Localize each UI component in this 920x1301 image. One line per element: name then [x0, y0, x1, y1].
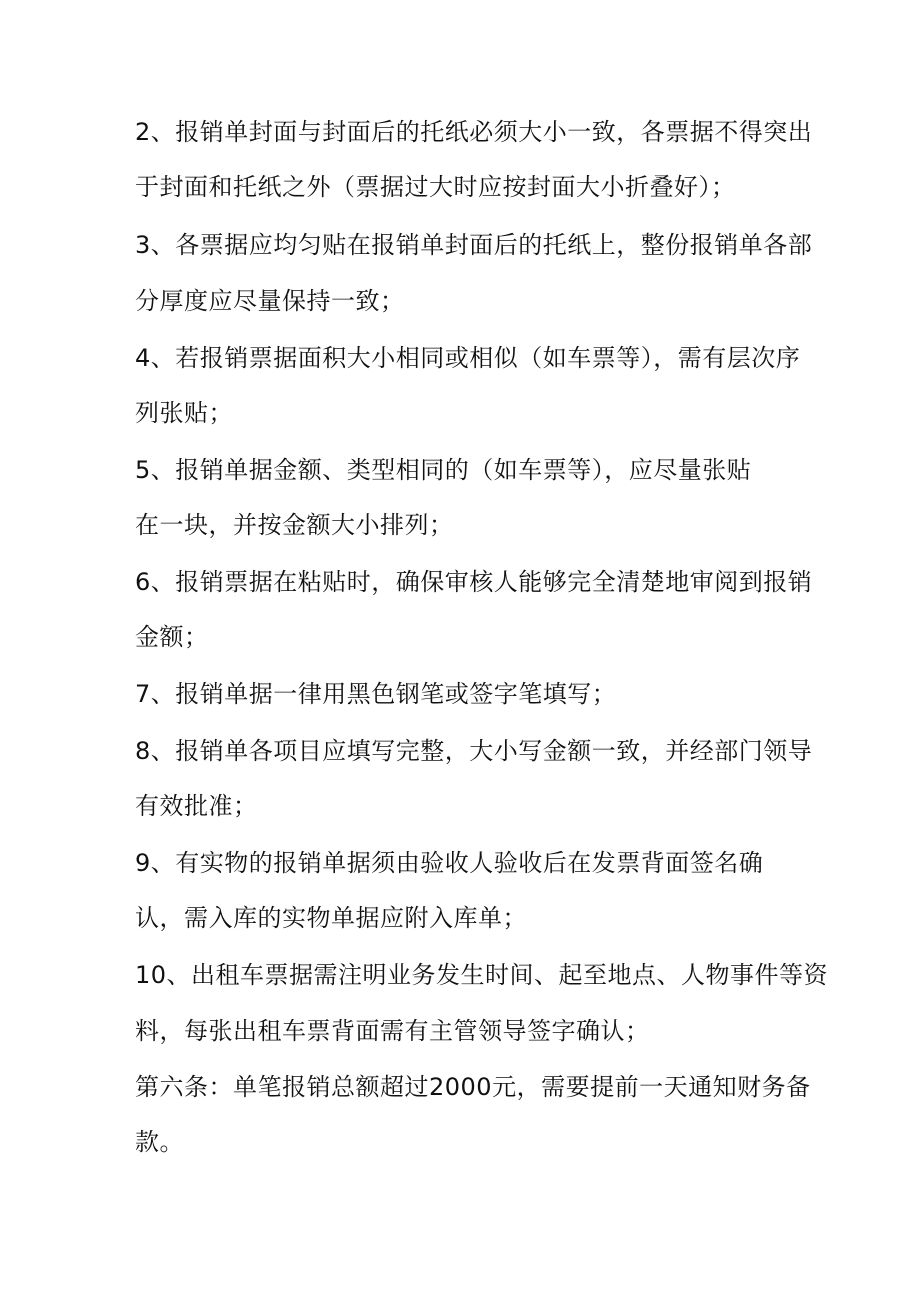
item-5-line-2: 在一块，并按金额大小排列； — [135, 511, 454, 539]
item-10-line-2: 料，每张出租车票背面需有主管领导签字确认； — [135, 1017, 650, 1045]
article-6-line-1: 第六条：单笔报销总额超过2000元，需要提前一天通知财务备 — [135, 1073, 811, 1101]
item-6-line-1: 6、报销票据在粘贴时，确保审核人能够完全清楚地审阅到报销 — [135, 568, 813, 596]
item-4-line-1: 4、若报销票据面积大小相同或相似（如车票等），需有层次序 — [135, 344, 801, 372]
item-10-line-1: 10、出租车票据需注明业务发生时间、起至地点、人物事件等资 — [135, 961, 829, 989]
item-7-line-1: 7、报销单据一律用黑色钢笔或签字笔填写； — [135, 680, 617, 708]
item-3-line-1: 3、各票据应均匀贴在报销单封面后的托纸上，整份报销单各部 — [135, 231, 813, 259]
item-9-line-1: 9、有实物的报销单据须由验收人验收后在发票背面签名确 — [135, 849, 764, 877]
item-8-line-1: 8、报销单各项目应填写完整，大小写金额一致，并经部门领导 — [135, 737, 813, 765]
article-6-line-2: 款。 — [135, 1128, 184, 1156]
item-2-line-2: 于封面和托纸之外（票据过大时应按封面大小折叠好）； — [135, 173, 736, 201]
item-8-line-2: 有效批准； — [135, 792, 258, 820]
item-2-line-1: 2、报销单封面与封面后的托纸必须大小一致，各票据不得突出 — [135, 118, 813, 146]
item-3-line-2: 分厚度应尽量保持一致； — [135, 287, 405, 315]
item-9-line-2: 认，需入库的实物单据应附入库单； — [135, 904, 527, 932]
item-6-line-2: 金额； — [135, 623, 209, 651]
item-5-line-1: 5、报销单据金额、类型相同的（如车票等），应尽量张贴 — [135, 456, 752, 484]
item-4-line-2: 列张贴； — [135, 399, 233, 427]
